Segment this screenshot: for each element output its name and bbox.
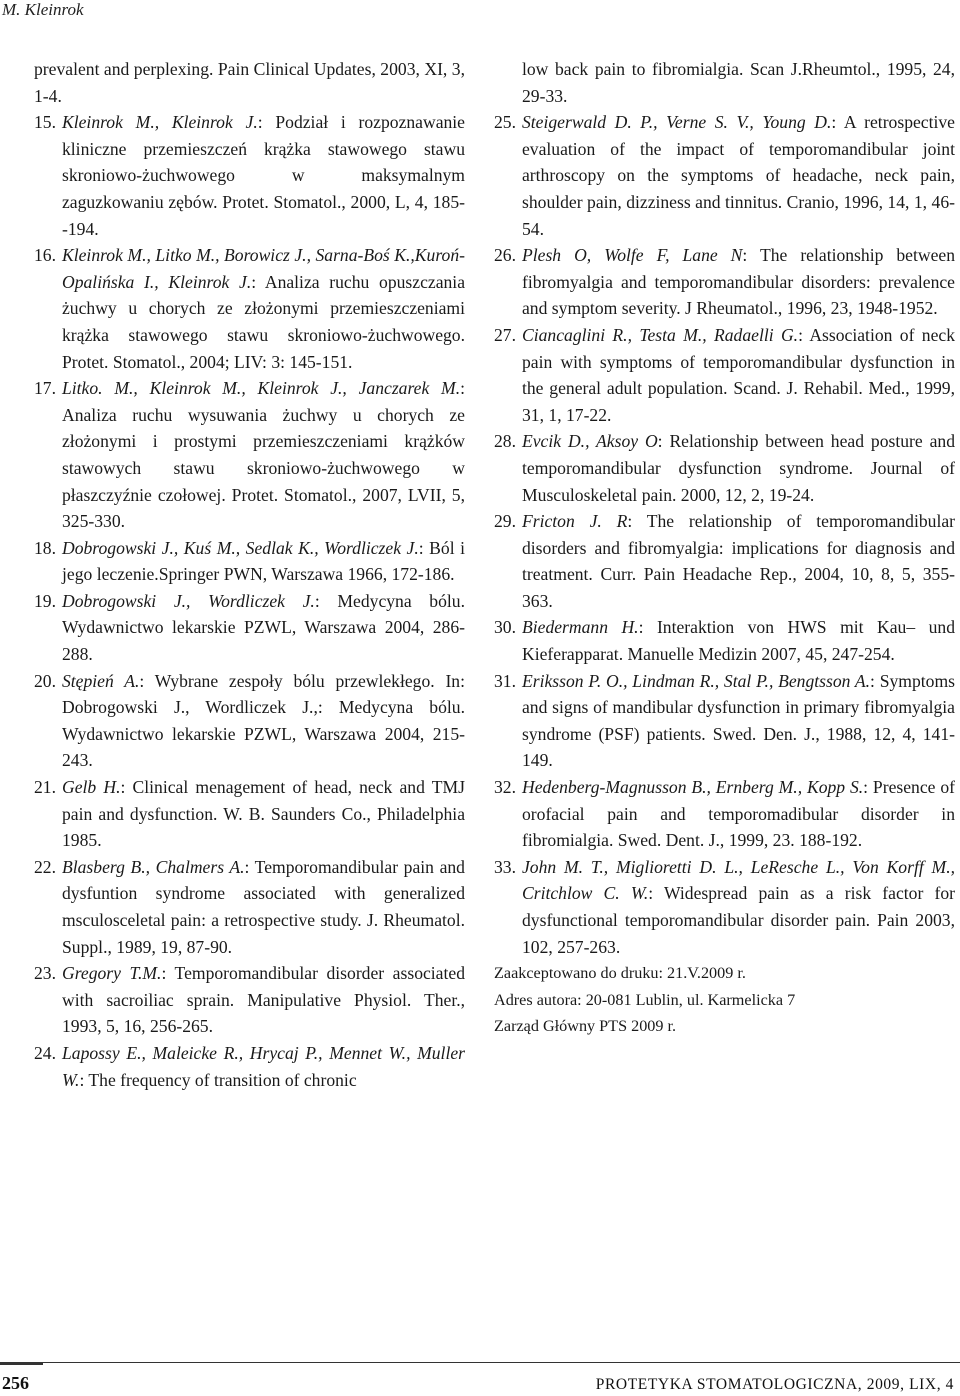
reference-text: : Temporomandibular disorder associated with sacroiliac sprain. Manipulative Physiol. Ther., 1993, 5, 16, 256-265. (62, 963, 465, 1037)
reference-item (494, 56, 955, 109)
reference-text: : Interaktion von HWS mit Kau– und Kieferapparat. Manuelle Medizin 2007, 45, 247-254. (522, 617, 955, 665)
footer-accent-bar (0, 1362, 43, 1365)
reference-item (494, 668, 955, 774)
reference-number: 21. (34, 777, 56, 798)
reference-number: 22. (34, 856, 56, 877)
reference-number: 33. (494, 856, 516, 877)
reference-number: 23. (34, 963, 56, 984)
reference-authors: Kleinrok M., Kleinrok J. (62, 112, 258, 133)
reference-item (34, 774, 465, 854)
reference-number: 16. (34, 245, 56, 266)
reference-authors: Steigerwald D. P., Verne S. V., Young D. (522, 112, 832, 133)
reference-text: : The frequency of transition of chronic (79, 1069, 357, 1090)
running-head: M. Kleinrok (2, 0, 84, 19)
board-note: Zarząd Główny PTS 2009 r. (494, 1017, 677, 1036)
acceptance-note: Zaakceptowano do druku: 21.V.2009 r. (494, 964, 746, 983)
reference-text: : Medycyna bólu. Wydawnictwo lekarskie PZWL, Warszawa 2004, 286-288. (62, 590, 465, 665)
reference-authors: Hedenberg-Magnusson B., Ernberg M., Kopp S. (522, 777, 864, 798)
page-number: 256 (2, 1373, 29, 1393)
reference-item (494, 322, 955, 428)
reference-text: : Temporomandibular pain and dysfuntion syndrome associated with generalized msculosceletal pain: a retrospective study. J. Rheumatol. Suppl., 1989, 19, 87-90. (62, 856, 465, 957)
reference-number: 30. (494, 617, 516, 638)
reference-text: : Widespread pain as a risk factor for dysfunctional temporomandibular disorder pain. Pain 2003, 102, 257-263. (522, 883, 955, 957)
reference-text: : Analiza ruchu wysuwania żuchwy u chorych ze złożonymi i prostymi przemieszczeniami krążków stawowych stawu skroniowo-żuchwowego w płaszczyźnie czołowej. Protet. Stomatol., 2007, LVII, 5, 325-330. (62, 378, 465, 532)
reference-number: 31. (494, 670, 516, 691)
reference-item (494, 109, 955, 242)
footer-rule (0, 1362, 960, 1363)
reference-authors: Kleinrok M., Litko M., Borowicz J., Sarna-Boś K.,Kuroń-Opalińska I., Kleinrok J. (62, 245, 465, 292)
reference-item (34, 960, 465, 1040)
reference-item (494, 774, 955, 854)
reference-authors: Blasberg B., Chalmers A. (62, 856, 245, 877)
reference-item (34, 375, 465, 535)
reference-text: : Wybrane zespoły bólu przewlekłego. In: Dobrogowski J., Wordliczek J.,: Medycyna bólu. Wydawnictwo lekarskie PZWL, Warszawa 2004, 215-243. (62, 670, 465, 771)
reference-item (494, 428, 955, 508)
left-column (34, 56, 465, 1093)
reference-text: : A retrospective evaluation of the impact of temporomandibular joint arthroscopy on the symptoms of headache, neck pain, shoulder pain, dizziness and tinnitus. Cranio, 1996, 14, 1, 46-54. (522, 112, 955, 239)
reference-item (34, 109, 465, 242)
reference-number: 28. (494, 431, 516, 452)
reference-number: 17. (34, 378, 56, 399)
reference-authors: Dobrogowski J., Wordliczek J. (62, 590, 315, 611)
reference-text: : Podział i rozpoznawanie kliniczne przemieszczeń krążka stawowego stawu skroniowo-żuchwowego w maksymalnym zaguzkowaniu zębów. Protet. Stomatol., 2000, L, 4, 185--194. (62, 112, 465, 239)
reference-text: : The relationship between fibromyalgia and temporomandibular disorders: prevalence and symptom severity. J Rheumatol., 1996, 23, 1948-1952. (522, 245, 956, 319)
reference-text: : Relationship between head posture and temporomandibular dysfunction syndrome. Journal of Musculoskeletal pain. 2000, 12, 2, 19-24. (522, 431, 955, 505)
reference-text: : Ból i jego leczenie.Springer PWN, Warszawa 1966, 172-186. (62, 537, 466, 585)
reference-authors: Evcik D., Aksoy O (522, 431, 658, 452)
reference-authors: Lapossy E., Maleicke R., Hrycaj P., Mennet W., Muller W. (62, 1042, 465, 1090)
reference-authors: Eriksson P. O., Lindman R., Stal P., Bengtsson A. (522, 670, 871, 691)
reference-authors: Fricton J. R (522, 511, 628, 532)
journal-footer: PROTETYKA STOMATOLOGICZNA, 2009, LIX, 4 (595, 1376, 954, 1393)
reference-authors: Dobrogowski J., Kuś M., Sedlak K., Wordliczek J. (62, 537, 419, 558)
reference-number: 27. (494, 324, 516, 345)
reference-number: 20. (34, 670, 56, 691)
reference-text: prevalent and perplexing. Pain Clinical Updates, 2003, XI, 3, 1-4. (34, 59, 465, 106)
author-address: Adres autora: 20-081 Lublin, ul. Karmelicka 7 (494, 990, 796, 1009)
reference-item (494, 854, 955, 960)
reference-authors: Gregory T.M. (62, 963, 162, 984)
reference-text: : The relationship of temporomandibular disorders and fibromyalgia: implications for diagnosis and treatment. Curr. Pain Headache Rep., 2004, 10, 8, 5, 355-363. (522, 511, 955, 611)
reference-authors: Biedermann H. (522, 617, 639, 638)
reference-authors: Gelb H. (62, 777, 121, 798)
reference-item (34, 535, 465, 588)
reference-item (494, 508, 955, 614)
reference-item (34, 668, 465, 774)
reference-item (34, 588, 465, 668)
reference-number: 18. (34, 537, 56, 558)
reference-number: 29. (494, 511, 516, 532)
reference-number: 19. (34, 590, 56, 611)
reference-text: : Symptoms and signs of mandibular dysfunction in primary fibromyalgia syndrome (PSF) patients. Swed. Den. J., 1988, 12, 4, 141-149. (522, 670, 955, 771)
reference-number: 26. (494, 245, 516, 266)
reference-authors: John M. T., Miglioretti D. L., LeResche L., Von Korff M., Critchlow C. W. (522, 856, 955, 904)
reference-text: low back pain to fibromialgia. Scan J.Rheumtol., 1995, 24, 29-33. (522, 59, 955, 106)
reference-text: : Clinical menagement of head, neck and TMJ pain and dysfunction. W. B. Saunders Co., Philadelphia 1985. (62, 777, 465, 851)
right-column (494, 56, 955, 1040)
reference-item (34, 242, 465, 375)
reference-item (494, 614, 955, 667)
reference-text: : Presence of orofacial pain and temporomadibular disorder in fibromialgia. Swed. Dent. J., 1999, 23. 188-192. (522, 777, 955, 851)
reference-number: 32. (494, 777, 516, 798)
reference-text: : Analiza ruchu opuszczania żuchwy u chorych ze złożonymi przemieszczeniami krążka stawowego stawu skroniowo-żuchwowego. Protet. Stomatol., 2004; LIV: 3: 145-151. (62, 271, 465, 372)
reference-authors: Ciancaglini R., Testa M., Radaelli G. (522, 324, 799, 345)
reference-number: 25. (494, 112, 516, 133)
reference-text: : Association of neck pain with symptoms of temporomandibular dysfunction in the general adult population. Scand. J. Rehabil. Med., 1999, 31, 1, 17-22. (522, 324, 955, 425)
reference-item (494, 242, 955, 322)
reference-item (34, 1040, 465, 1093)
reference-authors: Plesh O, Wolfe F, Lane N (522, 245, 743, 266)
reference-number: 15. (34, 112, 56, 133)
reference-authors: Stępień A. (62, 670, 140, 691)
reference-item (34, 854, 465, 960)
reference-item (34, 56, 465, 109)
reference-authors: Litko. M., Kleinrok M., Kleinrok J., Janczarek M. (62, 378, 461, 399)
reference-number: 24. (34, 1042, 56, 1063)
